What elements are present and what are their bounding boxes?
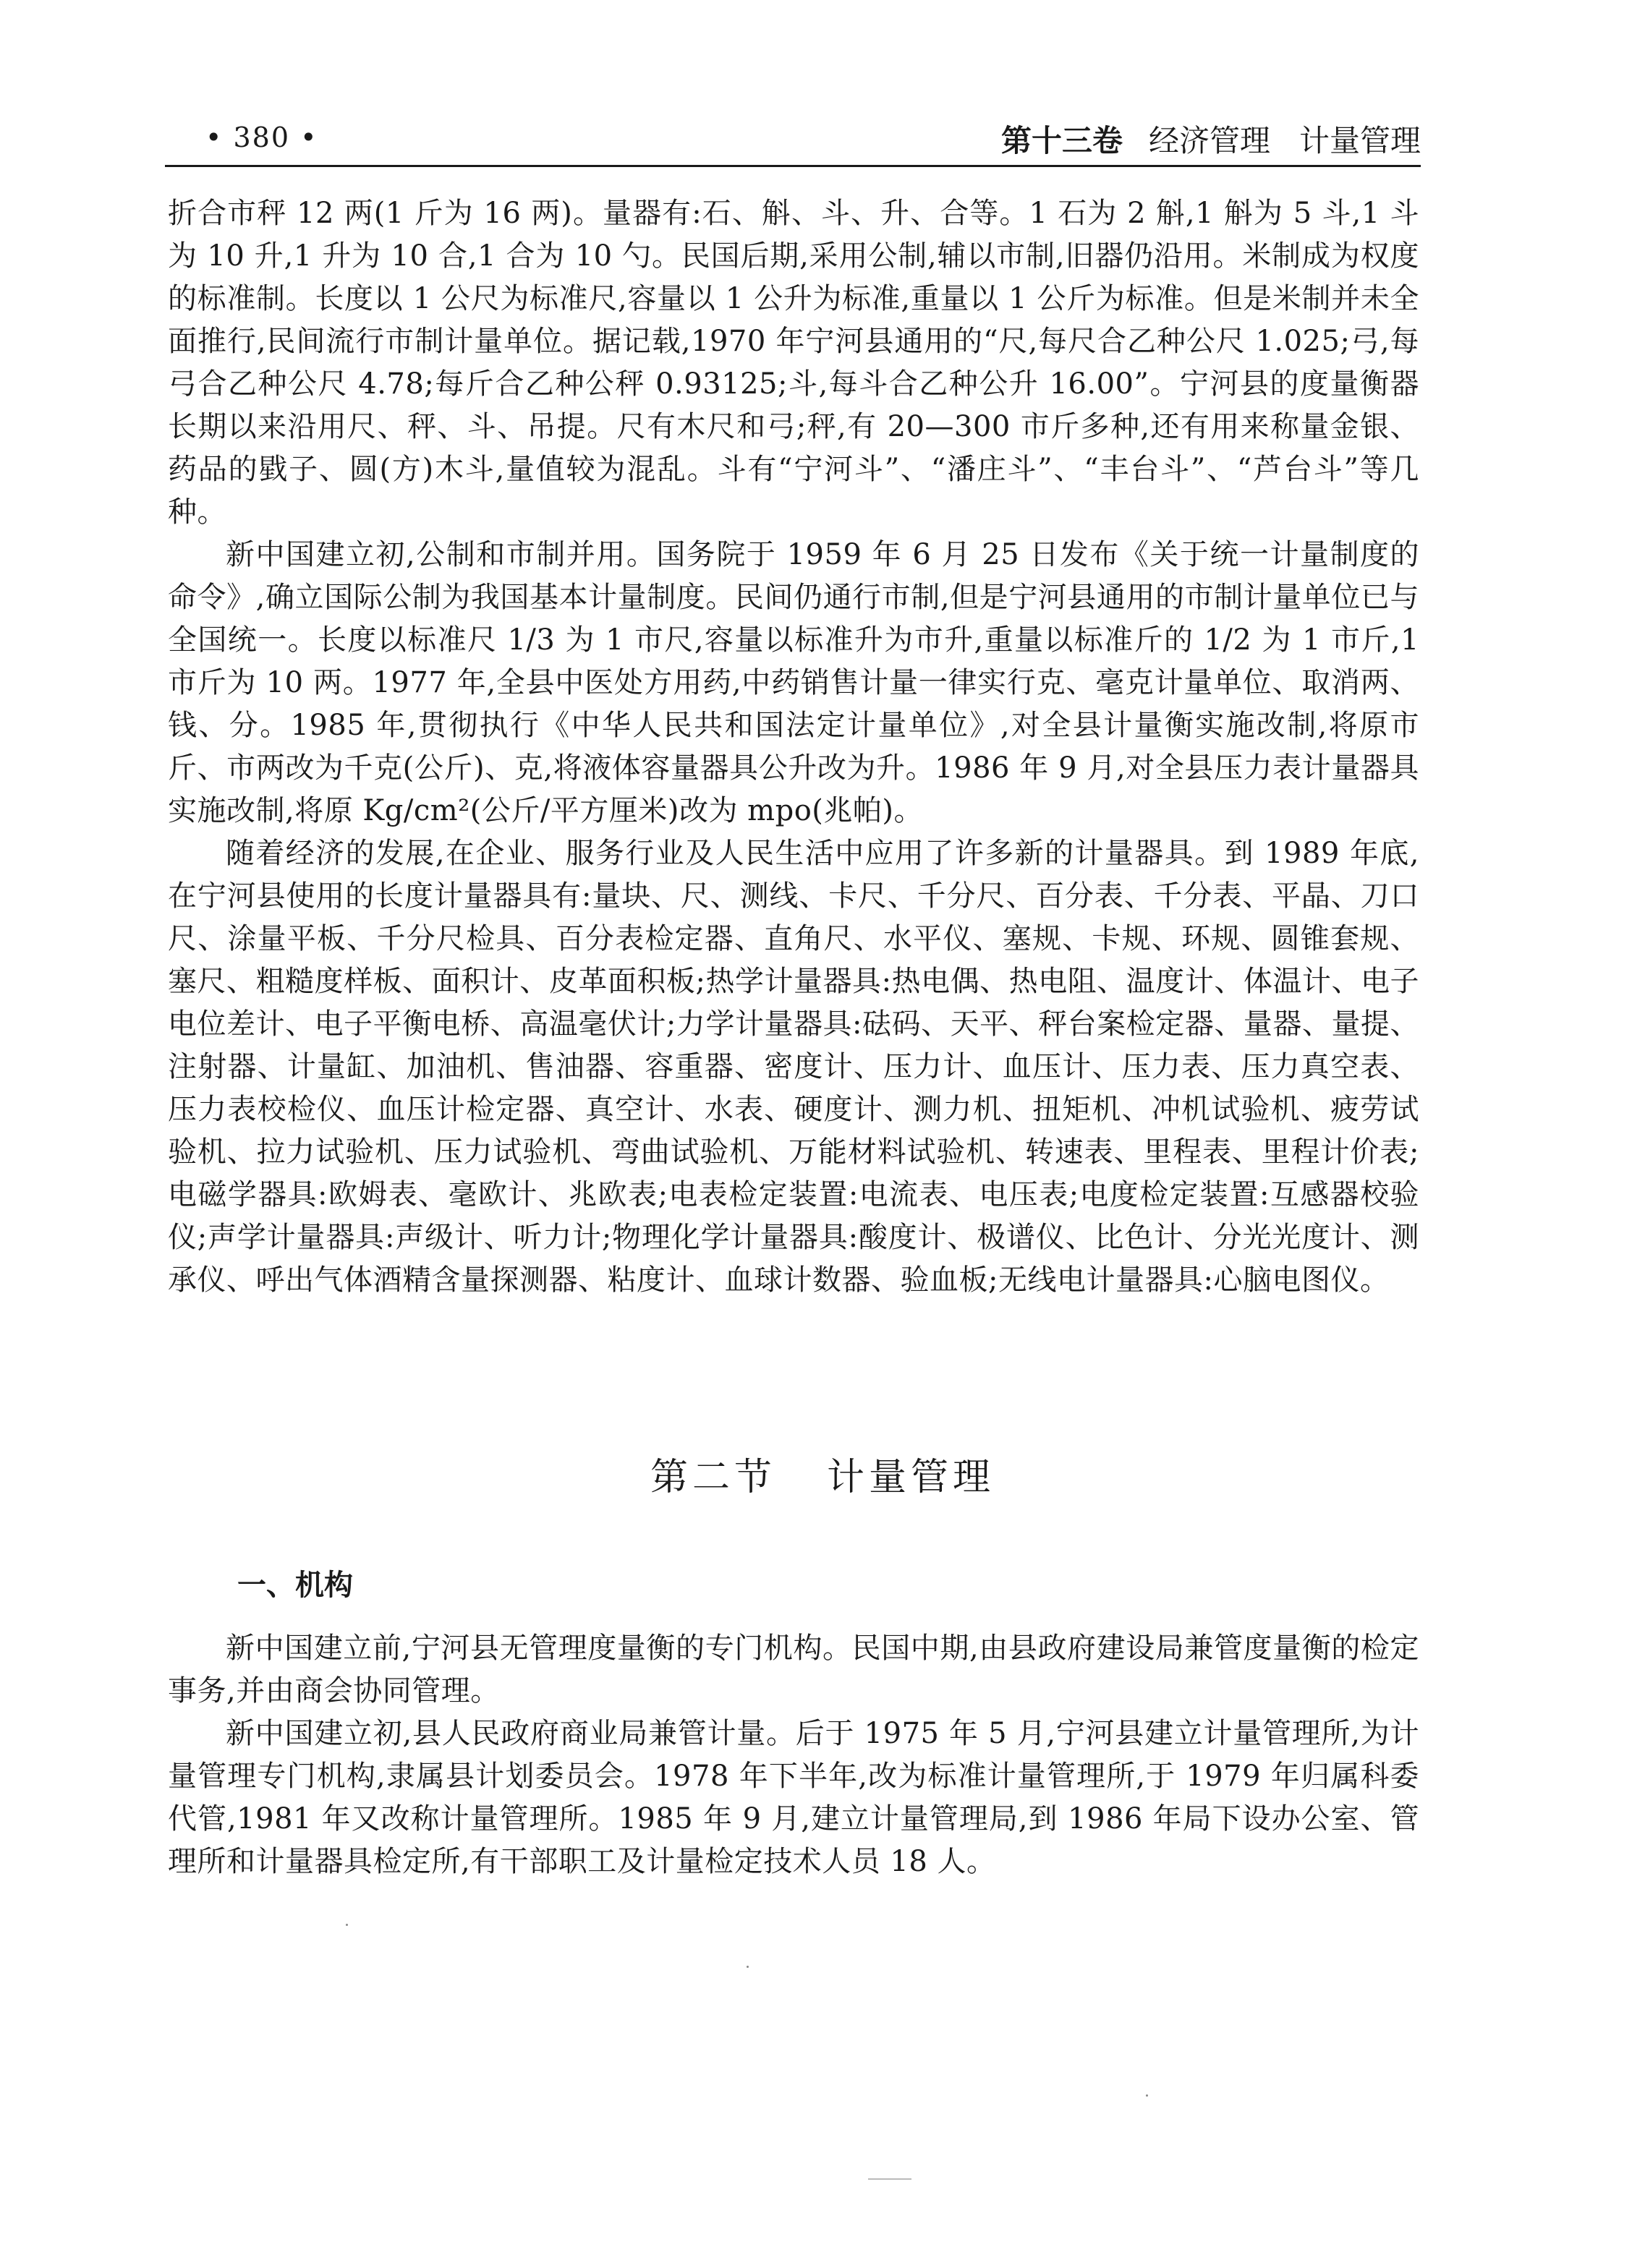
paragraph: 新中国建立初,公制和市制并用。国务院于 1959 年 6 月 25 日发布《关于统一计量制度的命令》,确立国际公制为我国基本计量制度。民间仍通行市制,但是宁河县通用的市制计量单位已与全国统一。长度以标准尺 1/3 为 1 市尺,容量以标准升为市升,重量以标准斤的 1/2 为 1 市斤,1 市斤为 10 两。1977 年,全县中医处方用药,中药销售计量一律实行克、毫克计量单位、取消两、钱、分。1985 年,贯彻执行《中华人民共和国法定计量单位》,对全县计量衡实施改制,将原市斤、市两改为千克(公斤)、克,将液体容量器具公升改为升。1986 年 9 月,对全县压力表计量器具实施改制,将原 Kg/cm²(公斤/平方厘米)改为 mpo(兆帕)。	[168, 538, 1419, 827]
paragraph: 新中国建立前,宁河县无管理度量衡的专门机构。民国中期,由县政府建设局兼管度量衡的检定事务,并由商会协同管理。	[168, 1632, 1419, 1708]
header-rule	[165, 165, 1421, 167]
section-name: 计量管理	[827, 1456, 995, 1499]
paragraph: 折合市秤 12 两(1 斤为 16 两)。量器有:石、斛、斗、升、合等。1 石为 2 斛,1 斛为 5 斗,1 斗为 10 升,1 升为 10 合,1 合为 10 勺。民国后期,采用公制,辅以市制,旧器仍沿用。米制成为权度的标准制。长度以 1 公尺为标准尺,容量以 1 公升为标准,重量以 1 公斤为标准。但是米制并未全面推行,民间流行市制计量单位。据记载,1970 年宁河县通用的“尺,每尺合乙种公尺 1.025;弓,每弓合乙种公尺 4.78;每斤合乙种公秤 0.93125;斗,每斗合乙种公升 16.00”。宁河县的度量衡器长期以来沿用尺、秤、斗、吊提。尺有木尺和弓;秤,有 20—300 市斤多种,还有用来称量金银、药品的戥子、圆(方)木斗,量值较为混乱。斗有“宁河斗”、“潘庄斗”、“丰台斗”、“芦台斗”等几种。	[168, 197, 1419, 529]
section-number: 第二节	[650, 1456, 776, 1499]
subheading: 一、机构	[237, 1569, 353, 1602]
section-label: 计量管理	[1298, 123, 1421, 158]
scan-speck	[346, 1924, 348, 1926]
paragraph: 随着经济的发展,在企业、服务行业及人民生活中应用了许多新的计量器具。到 1989 年底,在宁河县使用的长度计量器具有:量块、尺、测线、卡尺、千分尺、百分表、千分表、平晶、刀口尺、涂量平板、千分尺检具、百分表检定器、直角尺、水平仪、塞规、卡规、环规、圆锥套规、塞尺、粗糙度样板、面积计、皮革面积板;热学计量器具:热电偶、热电阻、温度计、体温计、电子电位差计、电子平衡电桥、高温毫伏计;力学计量器具:砝码、天平、秤台案检定器、量器、量提、注射器、计量缸、加油机、售油器、容重器、密度计、压力计、血压计、压力表、压力真空表、压力表校检仪、血压计检定器、真空计、水表、硬度计、测力机、扭矩机、冲机试验机、疲劳试验机、拉力试验机、压力试验机、弯曲试验机、万能材料试验机、转速表、里程表、里程计价表;电磁学器具:欧姆表、毫欧计、兆欧表;电表检定装置:电流表、电压表;电度检定装置:互感器校验仪;声学计量器具:声级计、听力计;物理化学计量器具:酸度计、极谱仪、比色计、分光光度计、测承仪、呼出气体酒精含量探测器、粘度计、血球计数器、验血板;无线电计量器具:心脑电图仪。	[168, 837, 1419, 1297]
body-text-bottom	[168, 1627, 1419, 1883]
scan-speck	[868, 2178, 911, 2180]
body-text-top	[168, 192, 1419, 1302]
running-header	[165, 116, 1421, 166]
paragraph: 新中国建立初,县人民政府商业局兼管计量。后于 1975 年 5 月,宁河县建立计量管理所,为计量管理专门机构,隶属县计划委员会。1978 年下半年,改为标准计量管理所,于 1979 年归属科委代管,1981 年又改称计量管理所。1985 年 9 月,建立计量管理局,到 1986 年局下设办公室、管理所和计量器具检定所,有干部职工及计量检定技术人员 18 人。	[168, 1717, 1419, 1878]
section-title	[0, 1446, 1645, 1501]
running-head-title	[1001, 117, 1421, 161]
chapter-label: 经济管理	[1148, 123, 1270, 158]
scan-speck	[1146, 2094, 1148, 2097]
page-number: • 380 •	[205, 122, 318, 153]
volume-label: 第十三卷	[1000, 123, 1123, 158]
scan-speck	[747, 1966, 749, 1968]
